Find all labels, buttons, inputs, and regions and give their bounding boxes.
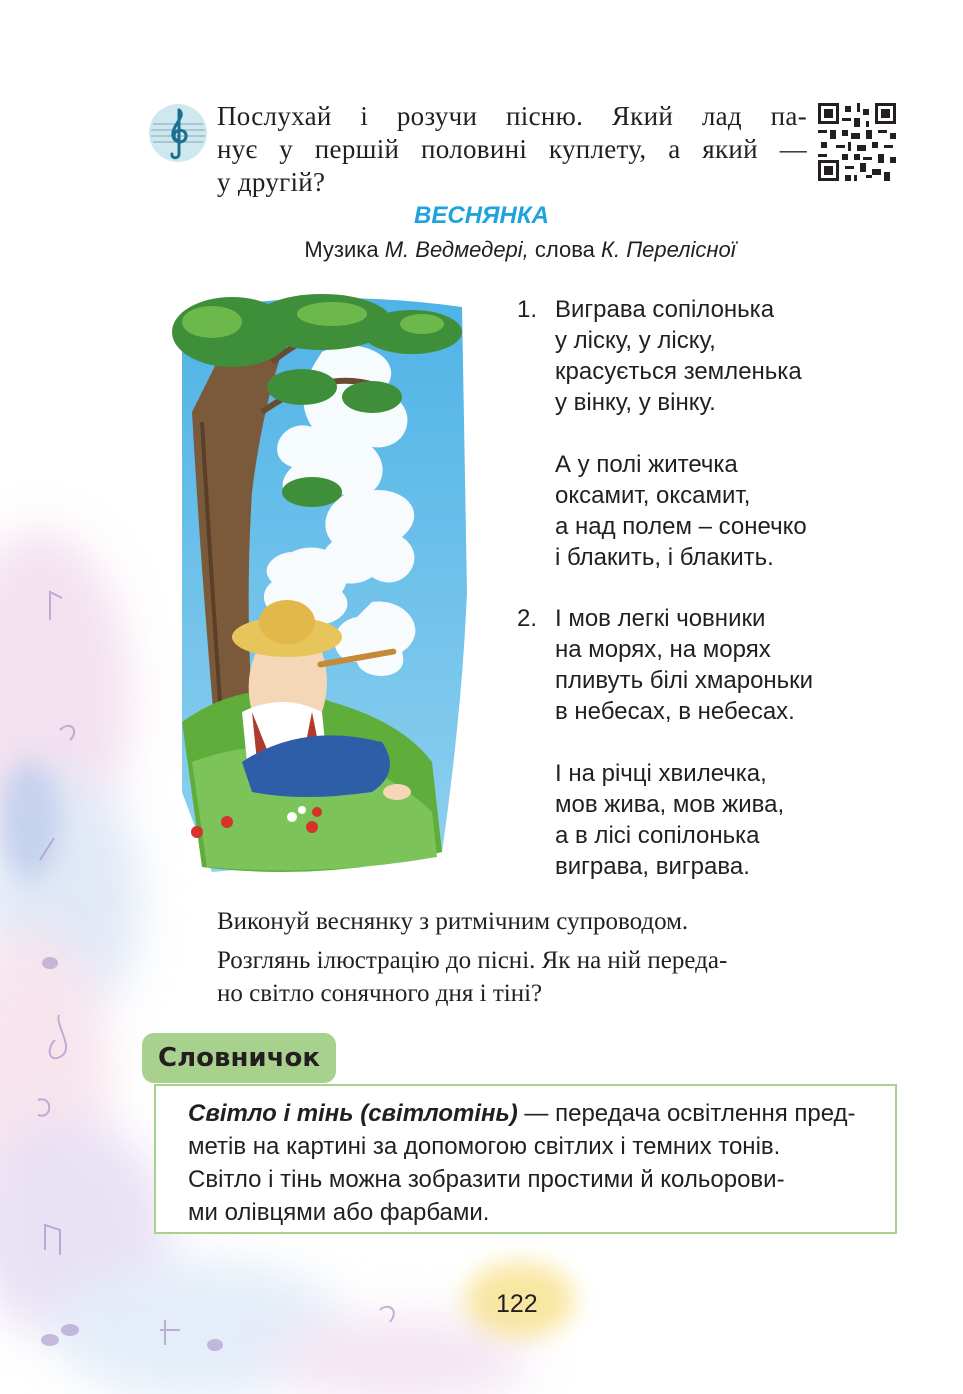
intro-instruction <box>217 100 807 199</box>
verse-line: в небесах, в небесах. <box>555 698 795 725</box>
task-line-2: Розглянь ілюстрацію до пісні. Як на ній переда- <box>217 947 728 974</box>
verse-line: на морях, на морях <box>555 636 771 663</box>
glossary-line-1: — передача освітлення пред- <box>517 1100 856 1127</box>
verse-line: оксамит, оксамит, <box>555 482 751 509</box>
intro-line-3: у другій? <box>217 167 326 197</box>
task-line-3: но світло сонячного дня і тіні? <box>217 980 543 1007</box>
verse-line: Виграва сопілонька <box>555 296 775 323</box>
glossary-line-4: ми олівцями або фарбами. <box>188 1199 490 1226</box>
glossary-line-3: Світло і тінь можна зобразити простими й кольорови- <box>188 1166 785 1193</box>
verse-line: А у полі житечка <box>555 451 738 478</box>
glossary-tab: Словничок <box>142 1033 336 1083</box>
verse-line: у вінку, у вінку. <box>555 389 716 416</box>
verse-line: у ліску, у ліску, <box>555 327 716 354</box>
verse-number: 2. <box>517 605 538 632</box>
verse-2 <box>517 603 813 727</box>
verse-line: виграва, виграва. <box>555 853 750 880</box>
song-illustration <box>172 292 474 877</box>
tasks <box>217 905 892 1010</box>
verse-2-stanza-b <box>517 758 784 882</box>
verse-line: пливуть білі хмароньки <box>555 667 814 694</box>
verse-line: І мов легкі човники <box>555 605 766 632</box>
verse-line: красується земленька <box>555 358 802 385</box>
song-title: ВЕСНЯНКА <box>414 202 549 229</box>
page-number: 122 <box>496 1290 538 1318</box>
intro-line-2: нує у першій половині куплету, а який — <box>217 134 807 164</box>
verse-1 <box>517 294 802 418</box>
verse-line: І на річці хвилечка, <box>555 760 767 787</box>
composer: М. Ведмедері, <box>384 237 529 262</box>
glossary-term: Світло і тінь (світлотінь) <box>188 1100 518 1127</box>
glossary-line-2: метів на картині за допомогою світлих і темних тонів. <box>188 1133 781 1160</box>
lyricist: К. Перелісної <box>601 237 736 262</box>
credits-prefix: Музика <box>304 237 385 262</box>
verse-line: і блакить, і блакить. <box>555 544 774 571</box>
qr-code[interactable] <box>818 103 896 181</box>
verse-1-stanza-b <box>517 449 807 573</box>
intro-line-1: Послухай і розучи пісню. Який лад па- <box>217 101 807 131</box>
task-line-1: Виконуй веснянку з ритмічним супроводом. <box>217 908 689 935</box>
verse-line: а над полем – сонечко <box>555 513 807 540</box>
verse-line: мов жива, мов жива, <box>555 791 785 818</box>
verse-line: а в лісі сопілонька <box>555 822 760 849</box>
glossary-definition <box>188 1097 883 1229</box>
credits-mid: слова <box>528 237 602 262</box>
song-credits <box>0 237 963 263</box>
verse-number: 1. <box>517 296 538 323</box>
treble-clef-icon <box>147 102 209 164</box>
